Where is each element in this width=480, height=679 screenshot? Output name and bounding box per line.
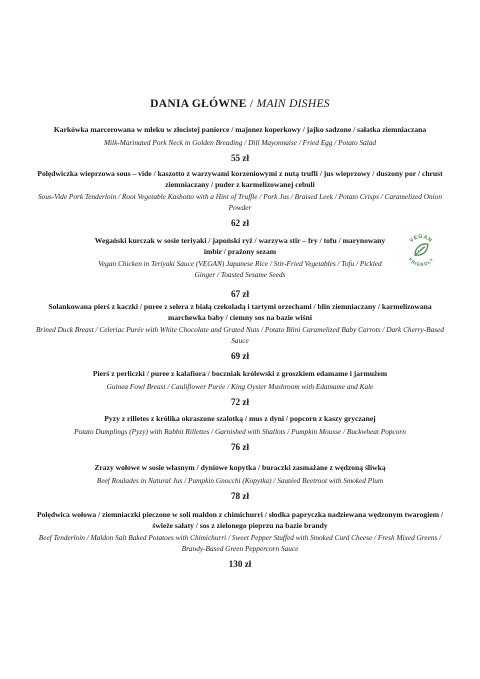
dish-name-polish: Zrazy wołowe w sosie własnym / dyniowe kopytka / buraczki zasmażane z wędzoną śliwką: [94, 463, 386, 472]
dish-item: [34, 169, 446, 228]
dish-name-english: Milk-Marinated Pork Neck in Golden Breading / Dill Mayonnaise / Fried Egg / Potato Salad: [103, 137, 377, 147]
dish-name-polish: Pierś z perliczki / puree z kalafiora / boczniak królewski z groszkiem edamame i jarmużem: [92, 369, 388, 378]
dish-name-polish: Wegański kurczak w sosie teriyaki / japoński ryż / warzywa stir – fry / tofu / marynowany imbir / prażony sezam: [94, 236, 386, 256]
dish-name-english: Vegan Chicken in Teriyaki Sauce (VEGAN) Japanese Rice / Stir-Fried Vegetables / Tofu / Pickled Ginger / Toasted Sesame Seeds: [98, 259, 382, 279]
dish-name-english: Beef Roulades in Natural Jus / Pumpkin Gnocchi (Kopytka) / Sautéed Beetroot with Smoked Plum: [96, 475, 384, 485]
heading-polish: DANIA GŁÓWNE: [150, 98, 247, 110]
dish-item: [20, 369, 460, 407]
svg-text:FRIENDLY: [408, 257, 435, 267]
dish-price: 55 zł: [230, 153, 250, 164]
dish-price: 76 zł: [230, 442, 250, 453]
heading-english: MAIN DISHES: [256, 98, 330, 110]
dish-item: [28, 510, 452, 569]
badge-bottom-text: FRIENDLY: [407, 257, 435, 267]
heading-separator: /: [246, 98, 257, 110]
dish-price: 130 zł: [228, 559, 252, 570]
dish-item: [90, 236, 390, 299]
dish-name-polish: Solankowana pierś z kaczki / puree z selera z białą czekoladą i tartymi orzechami / blin ziemniaczany / karmelizowana marchewka baby / ciemny sos na bazie wiśni: [48, 302, 432, 322]
dish-name-polish: Pyzy z rilletes z królika okraszone szalotką / mus z dyni / popcorn z kaszy gryczanej: [104, 414, 376, 423]
dish-name-english: Beef Tenderloin / Maldon Salt Baked Potatoes with Chimichurri / Sweet Pepper Stuffed with Smoked Curd Cheese / Fresh Mixed Greens / Brandy-Based Green Peppercorn Sauce: [38, 533, 442, 553]
dish-item: [34, 302, 446, 361]
svg-text:VEGAN: [409, 234, 433, 244]
dish-price: 78 zł: [230, 491, 250, 502]
vegan-friendly-badge: [404, 233, 438, 267]
dish-item: [20, 125, 460, 163]
dish-name-english: Guinea Fowl Breast / Cauliflower Purée / King Oyster Mushroom with Edamame and Kale: [106, 381, 374, 391]
leaf-icon: [415, 244, 428, 255]
badge-top-text: VEGAN: [408, 234, 434, 244]
dish-item: [16, 414, 464, 452]
dish-name-polish: Polędwiczka wieprzowa sous – vide / kaszotto z warzywami korzeniowymi z nutą trufli / jus wieprzowy / duszony por / chrust ziemniaczany / puder z karmelizowanej cebuli: [37, 169, 443, 189]
section-heading: [0, 98, 480, 110]
dish-name-english: Potato Dumplings (Pyzy) with Rabbit Rillettes / Garnished with Shallots / Pumpkin Mousse / Buckwheat Popcorn: [74, 426, 406, 436]
dish-name-english: Brined Duck Breast / Celeriac Purée with White Chocolate and Grated Nuts / Potato Blini Caramelized Baby Carrots / Dark Cherry-Based Sauce: [35, 325, 445, 345]
dish-price: 62 zł: [230, 218, 250, 229]
dish-price: 72 zł: [230, 397, 250, 408]
dish-name-english: Sous-Vide Pork Tenderloin / Root Vegetable Kashotto with a Hint of Truffle / Pork Jus / Braised Leek / Potato Crisps / Caramelized Onion Powder: [38, 192, 442, 212]
dish-name-polish: Karkówka marcerowana w mleku w złocistej panierce / majonez koperkowy / jajko sadzone / sałatka ziemniaczana: [53, 125, 427, 134]
dish-name-polish: Polędwica wołowa / ziemniaczki pieczone w soli maldon z chimichurri / słodka papryczka nadziewana wędzonym twarogiem / świeże sałaty / sos z zielonego pieprzu na bazie brandy: [36, 510, 444, 530]
dish-item: [20, 463, 460, 501]
dish-price: 67 zł: [230, 289, 250, 300]
dish-price: 69 zł: [230, 351, 250, 362]
